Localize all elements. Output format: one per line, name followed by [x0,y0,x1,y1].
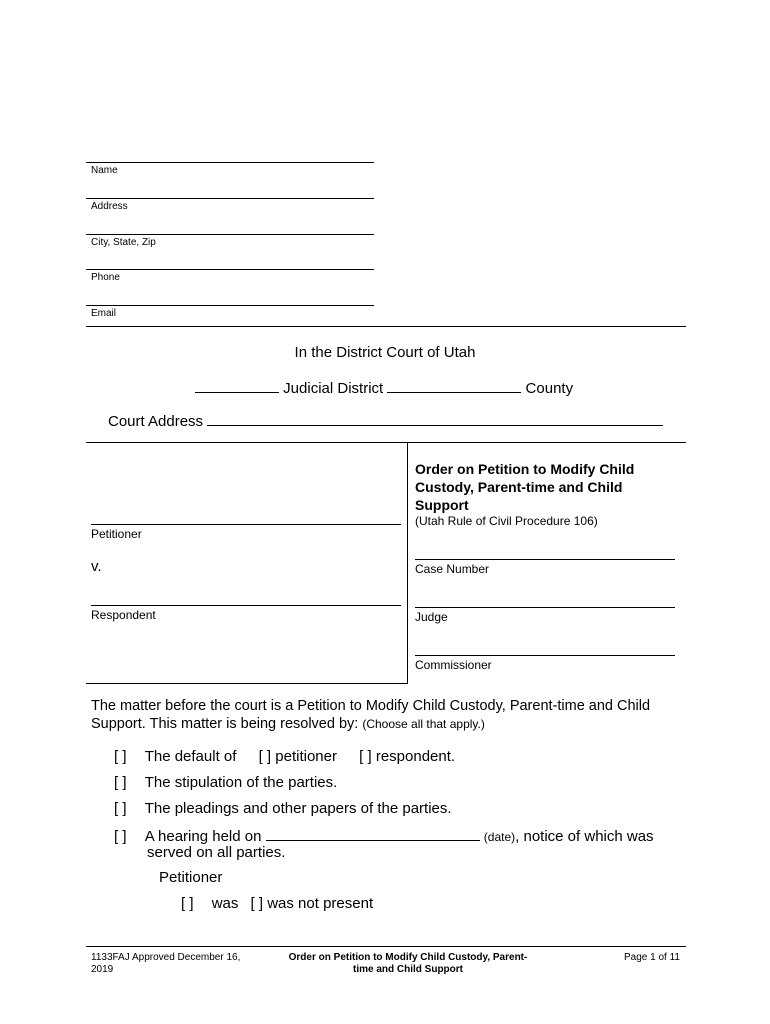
served-text: served on all parties. [147,844,286,861]
intro-note: (Choose all that apply.) [362,717,485,731]
caption-vertical-divider [407,442,408,683]
respondent-line[interactable] [91,605,401,606]
county-label: County [525,380,574,397]
header-divider [86,326,686,327]
option-default [114,748,455,765]
footer-title: Order on Petition to Modify Child Custody, Parent-time and Child Support [288,952,528,975]
petitioner-heading: Petitioner [159,869,223,886]
date-note: (date) [483,830,516,844]
city-state-zip-line[interactable] [86,234,374,235]
hearing-label: A hearing held on [144,828,262,845]
petitioner-line[interactable] [91,524,401,525]
city-state-zip-label: City, State, Zip [91,237,156,248]
district-blank[interactable] [195,378,279,393]
respondent-option[interactable]: [ ] respondent. [359,748,456,765]
footer-page-number: Page 1 of 11 [624,952,680,963]
case-number-line[interactable] [415,559,675,560]
district-label: Judicial District [283,380,384,397]
judge-line[interactable] [415,607,675,608]
footer-divider [86,946,686,947]
email-line[interactable] [86,305,374,306]
email-label: Email [91,308,117,319]
court-address-blank[interactable] [207,411,663,426]
commissioner-line[interactable] [415,655,675,656]
pleadings-checkbox[interactable]: [ ] [114,800,127,817]
was-label: was [211,895,239,912]
respondent-label: Respondent [91,608,156,622]
commissioner-label: Commissioner [415,658,492,672]
petitioner-label: Petitioner [91,527,142,541]
petitioner-option[interactable]: [ ] petitioner [258,748,337,765]
judge-label: Judge [415,610,448,624]
was-checkbox[interactable]: [ ] [181,895,194,912]
phone-line[interactable] [86,269,374,270]
district-county-row [195,378,573,397]
name-label: Name [91,165,118,176]
court-title: In the District Court of Utah [294,344,476,361]
caption-bottom-line [86,683,408,684]
hearing-checkbox[interactable]: [ ] [114,828,127,845]
versus-label: v. [91,558,102,575]
county-blank[interactable] [387,378,521,393]
default-checkbox[interactable]: [ ] [114,748,127,765]
hearing-date-blank[interactable] [266,826,480,841]
pleadings-label: The pleadings and other papers of the parties. [144,800,452,817]
order-title: Order on Petition to Modify Child Custody, Parent-time and Child Support [415,461,635,513]
footer-form-id: 1133FAJ Approved December 16, 2019 [91,952,241,975]
hearing-suffix: , notice of which was [515,828,654,845]
stipulation-checkbox[interactable]: [ ] [114,774,127,791]
option-pleadings [114,800,452,817]
phone-label: Phone [91,272,120,283]
option-hearing [114,826,654,845]
name-line[interactable] [86,162,374,163]
rule-reference: (Utah Rule of Civil Procedure 106) [415,514,598,528]
presence-row [181,895,373,912]
court-address-label: Court Address [108,413,204,430]
court-address-row [108,411,663,430]
intro-paragraph [91,697,691,733]
address-label: Address [91,201,128,212]
option-stipulation [114,774,337,791]
case-number-label: Case Number [415,562,490,576]
intro-text: The matter before the court is a Petition to Modify Child Custody, Parent-time and Child Support. This matter is being resolved by: [91,698,651,732]
default-label: The default of [144,748,237,765]
address-line[interactable] [86,198,374,199]
stipulation-label: The stipulation of the parties. [144,774,338,791]
was-not-option[interactable]: [ ] was not present [250,895,374,912]
caption-top-line [86,442,686,443]
